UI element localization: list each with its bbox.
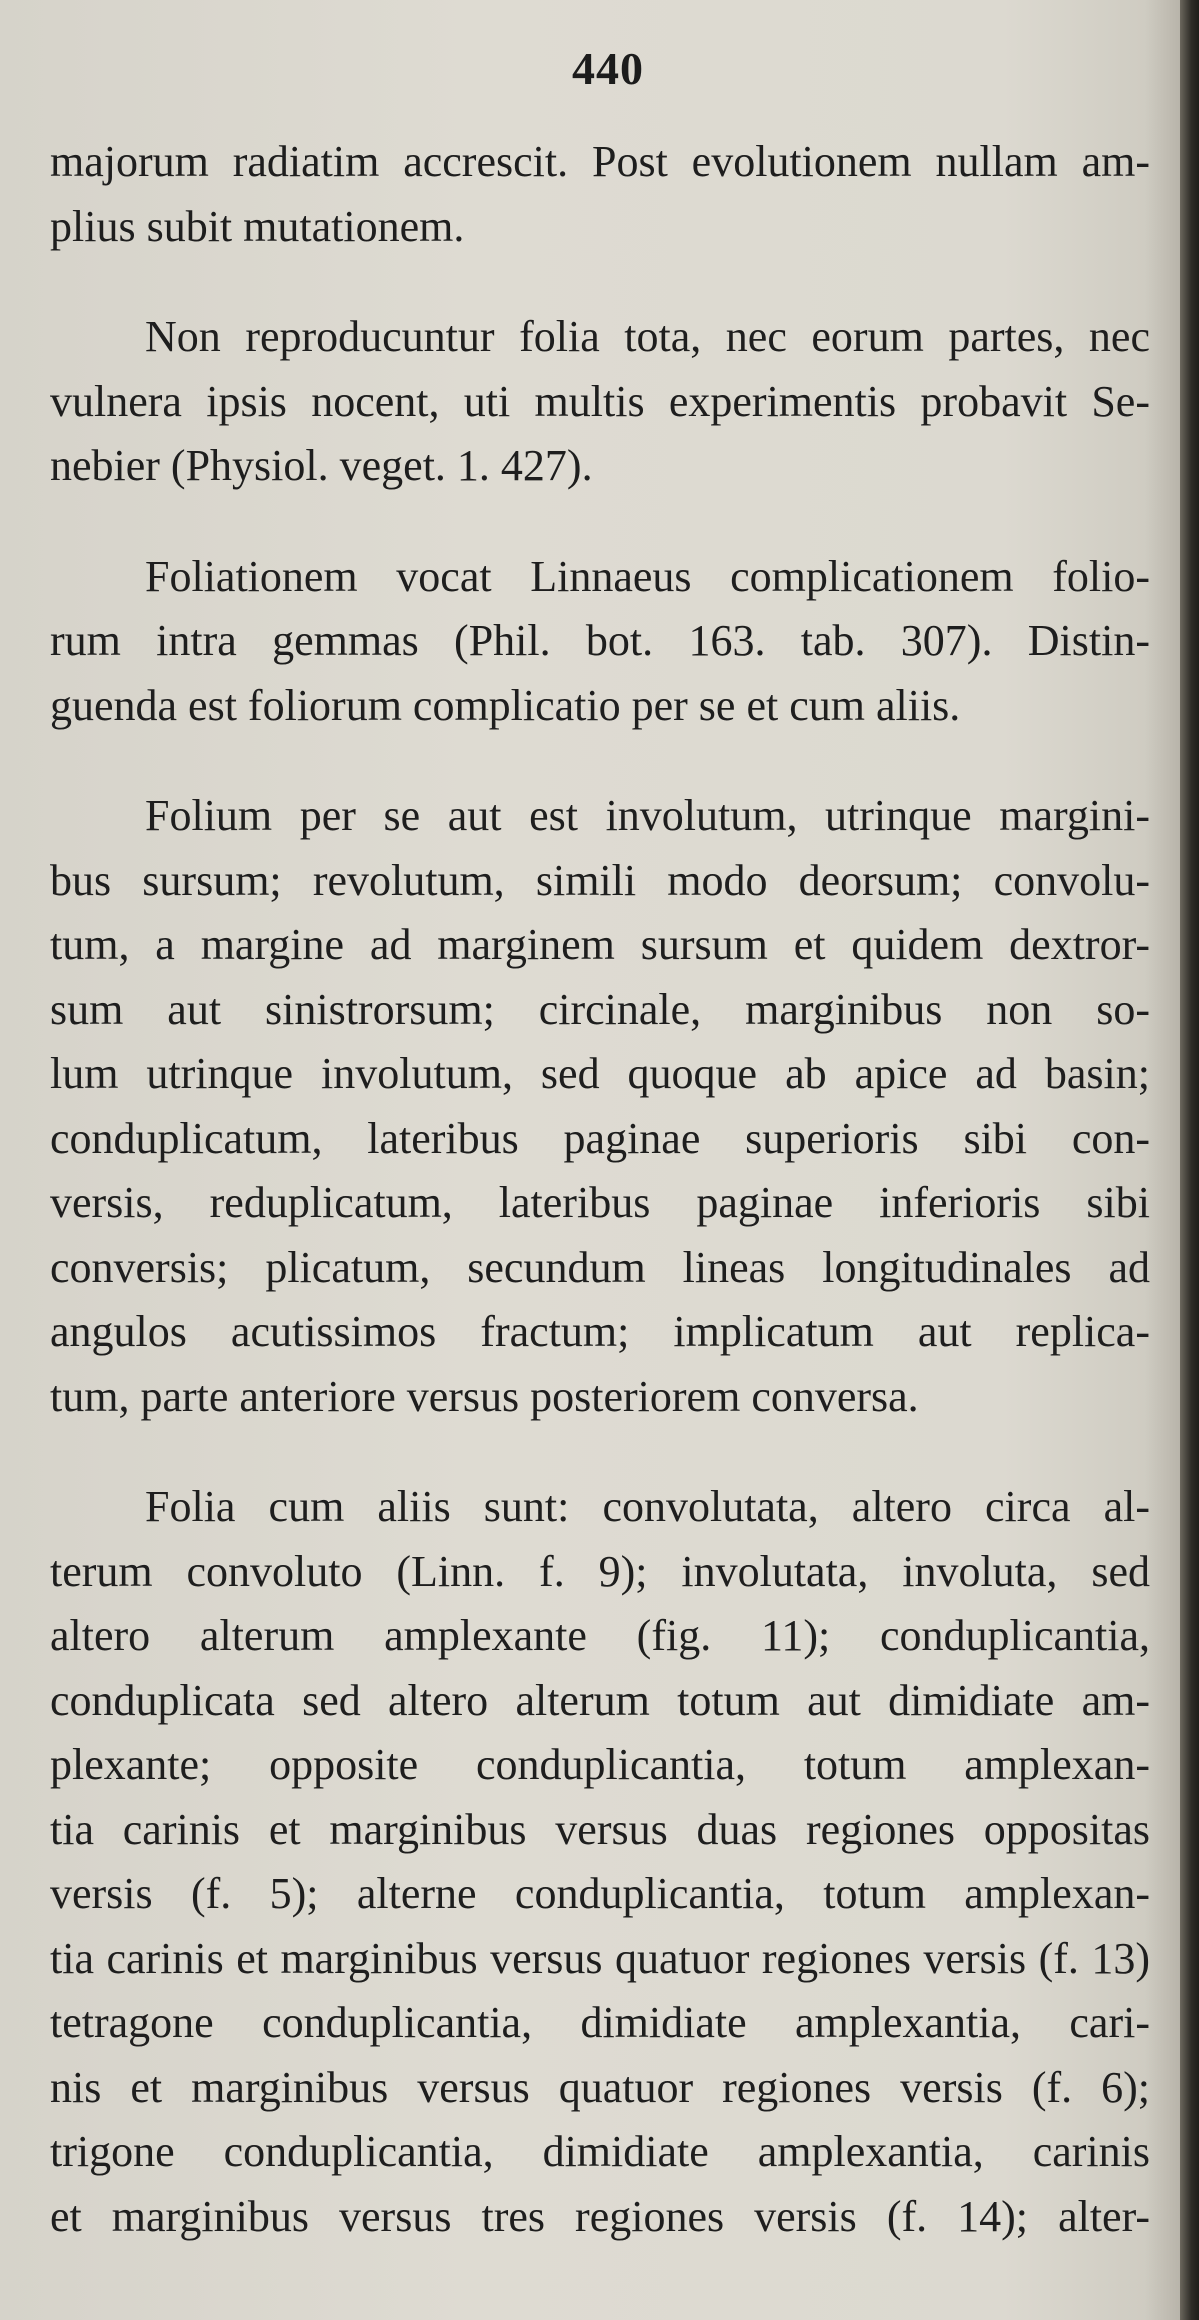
text-line: tia carinis et marginibus versus quatuor regiones versis (f. 13) xyxy=(50,1933,1150,1983)
text-line: trigone conduplicantia, dimidiate amplexantia, carinis xyxy=(50,2127,1150,2176)
text-line: bus sursum; revolutum, simili modo deorsum; convolu- xyxy=(50,855,1150,905)
text-line: Folium per se aut est involutum, utrinque margini- xyxy=(145,791,1150,840)
text-line: Non reproducuntur folia tota, nec eorum partes, nec xyxy=(145,312,1150,361)
text-line: nebier (Physiol. veget. 1. 427). xyxy=(50,441,593,490)
text-line: plius subit mutationem. xyxy=(50,201,465,251)
text-line: rum intra gemmas (Phil. bot. 163. tab. 307). Distin- xyxy=(50,616,1150,665)
text-line: tetragone conduplicantia, dimidiate amplexantia, cari- xyxy=(50,1998,1150,2047)
text-line: conversis; plicatum, secundum lineas longitudinales ad xyxy=(50,1242,1150,1292)
text-line: conduplicata sed altero alterum totum aut dimidiate am- xyxy=(50,1675,1150,1725)
text-line: versis (f. 5); alterne conduplicantia, totum amplexan- xyxy=(50,1869,1150,1918)
text-line: conduplicatum, lateribus paginae superioris sibi con- xyxy=(50,1113,1150,1163)
text-line: nis et marginibus versus quatuor regiones versis (f. 6); xyxy=(50,2062,1150,2112)
text-line: lum utrinque involutum, sed quoque ab apice ad basin; xyxy=(50,1049,1150,1098)
text-line: terum convoluto (Linn. f. 9); involutata, involuta, sed xyxy=(50,1546,1150,1596)
text-line: plexante; opposite conduplicantia, totum amplexan- xyxy=(50,1740,1150,1789)
text-line: et marginibus versus tres regiones versis (f. 14); alter- xyxy=(50,2191,1150,2241)
page-number: 440 xyxy=(572,43,644,94)
text-line: tum, parte anteriore versus posteriorem conversa. xyxy=(50,1371,919,1421)
text-line: guenda est foliorum complicatio per se et cum aliis. xyxy=(50,680,961,730)
text-line: versis, reduplicatum, lateribus paginae inferioris sibi xyxy=(50,1178,1150,1227)
text-line: Folia cum aliis sunt: convolutata, altero circa al- xyxy=(145,1482,1150,1531)
text-line: altero alterum amplexante (fig. 11); conduplicantia, xyxy=(50,1611,1150,1660)
text-line: tia carinis et marginibus versus duas regiones oppositas xyxy=(50,1804,1150,1854)
text-line: tum, a margine ad marginem sursum et quidem dextror- xyxy=(50,920,1150,969)
text-line: majorum radiatim accrescit. Post evolutionem nullam am- xyxy=(50,137,1150,186)
text-line: vulnera ipsis nocent, uti multis experimentis probavit Se- xyxy=(50,376,1150,426)
body-text xyxy=(50,130,1150,2249)
text-line: angulos acutissimos fractum; implicatum aut replica- xyxy=(50,1307,1150,1356)
text-line: Foliationem vocat Linnaeus complicationem folio- xyxy=(145,551,1150,601)
book-edge xyxy=(1180,0,1199,2320)
text-line: sum aut sinistrorsum; circinale, marginibus non so- xyxy=(50,984,1150,1034)
